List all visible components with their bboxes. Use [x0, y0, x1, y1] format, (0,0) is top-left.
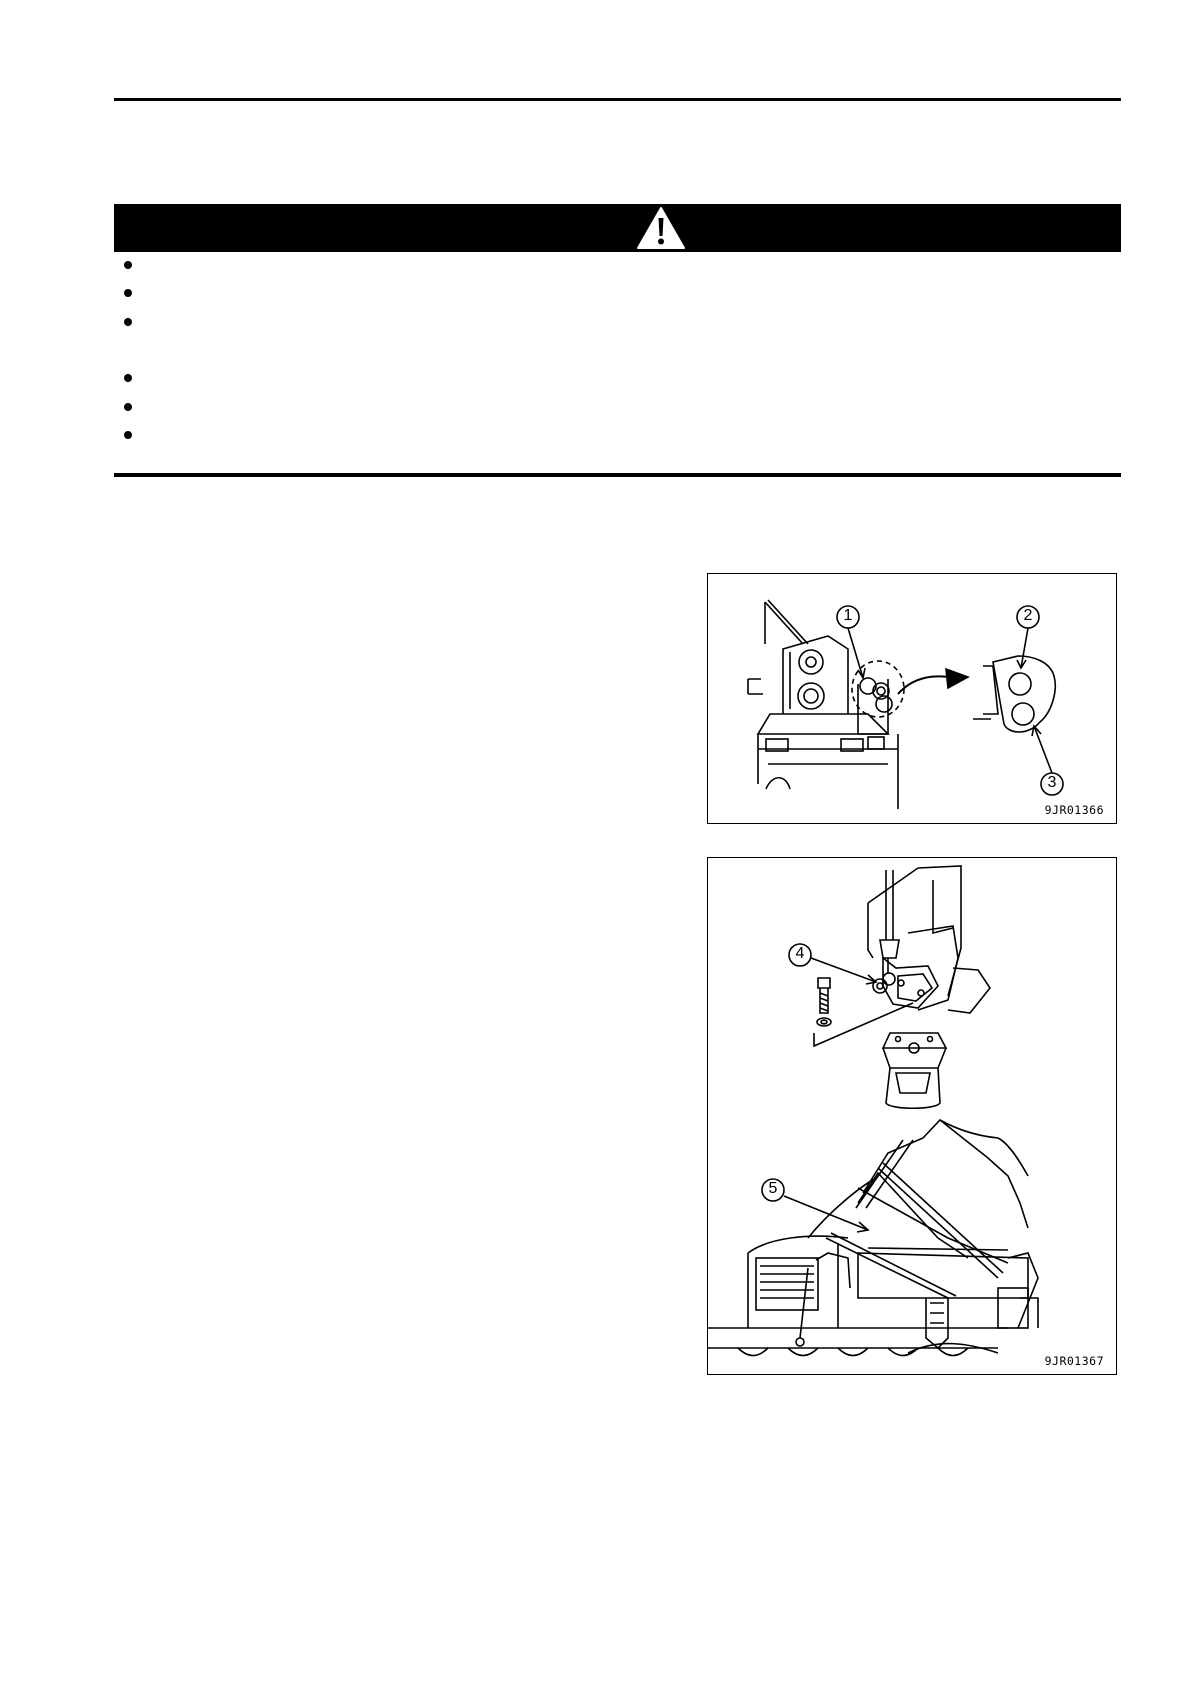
figure-code: 9JR01367 [1044, 1354, 1104, 1368]
figure-9jr01367 [707, 857, 1117, 1375]
callout-1: 1 [843, 607, 853, 624]
warning-banner [114, 204, 1121, 252]
warning-bullet-5 [124, 403, 132, 411]
warning-bullet-1 [124, 261, 132, 269]
warning-bottom-rule [114, 473, 1121, 477]
callout-2: 2 [1023, 607, 1033, 624]
callout-3: 3 [1047, 774, 1057, 791]
figure-9jr01366 [707, 573, 1117, 824]
warning-bullet-6 [124, 431, 132, 439]
warning-triangle-icon [636, 206, 686, 250]
figure-2-drawing [708, 858, 1116, 1374]
figure-code: 9JR01366 [1044, 803, 1104, 817]
warning-bullet-4 [124, 374, 132, 382]
warning-bullet-3 [124, 318, 132, 326]
callout-4: 4 [795, 945, 805, 962]
warning-bullet-2 [124, 289, 132, 297]
callout-5: 5 [768, 1180, 778, 1197]
header-rule [114, 98, 1121, 101]
